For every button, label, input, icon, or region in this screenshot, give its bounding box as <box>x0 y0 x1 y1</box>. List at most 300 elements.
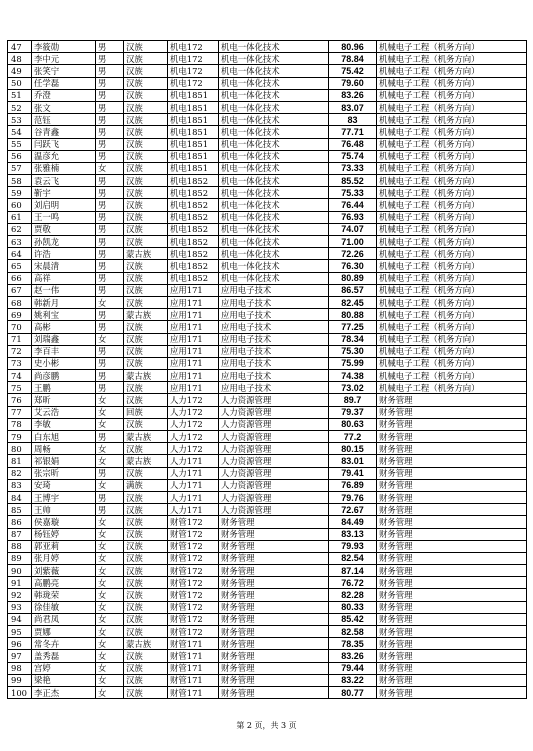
table-row <box>8 260 527 272</box>
score-cell: 79.41 <box>329 467 377 479</box>
row-number-cell: 94 <box>8 613 32 625</box>
score-cell: 82.28 <box>329 589 377 601</box>
score-cell: 80.63 <box>329 418 377 430</box>
major-cell: 应用电子技术 <box>219 333 329 345</box>
gender-cell: 男 <box>96 211 124 223</box>
gender-cell: 女 <box>96 516 124 528</box>
class-cell: 人力171 <box>168 467 219 479</box>
gender-cell: 男 <box>96 491 124 503</box>
row-number-cell: 79 <box>8 431 32 443</box>
table-row <box>8 199 527 211</box>
score-cell: 75.99 <box>329 357 377 369</box>
score-cell: 75.33 <box>329 187 377 199</box>
gender-cell: 女 <box>96 540 124 552</box>
gender-cell: 女 <box>96 418 124 430</box>
class-cell: 应用171 <box>168 382 219 394</box>
ethnicity-cell: 汉族 <box>124 175 168 187</box>
ethnicity-cell: 汉族 <box>124 199 168 211</box>
major-cell: 机电一体化技术 <box>219 199 329 211</box>
table-row <box>8 101 527 113</box>
student-name-cell: 高祥 <box>32 272 96 284</box>
gender-cell: 男 <box>96 345 124 357</box>
score-cell: 75.42 <box>329 65 377 77</box>
target-major-cell: 财务管理 <box>377 674 527 686</box>
class-cell: 财管172 <box>168 613 219 625</box>
major-cell: 机电一体化技术 <box>219 150 329 162</box>
target-major-cell: 财务管理 <box>377 577 527 589</box>
table-row <box>8 662 527 674</box>
target-major-cell: 财务管理 <box>377 504 527 516</box>
score-cell: 83.26 <box>329 89 377 101</box>
target-major-cell: 财务管理 <box>377 589 527 601</box>
ethnicity-cell: 汉族 <box>124 613 168 625</box>
student-name-cell: 安琦 <box>32 479 96 491</box>
target-major-cell: 财务管理 <box>377 528 527 540</box>
table-row <box>8 65 527 77</box>
class-cell: 人力172 <box>168 394 219 406</box>
class-cell: 财管172 <box>168 516 219 528</box>
row-number-cell: 52 <box>8 101 32 113</box>
target-major-cell: 财务管理 <box>377 516 527 528</box>
ethnicity-cell: 汉族 <box>124 491 168 503</box>
major-cell: 机电一体化技术 <box>219 114 329 126</box>
gender-cell: 女 <box>96 650 124 662</box>
target-major-cell: 机械电子工程（机务方向） <box>377 284 527 296</box>
student-name-cell: 盖秀磊 <box>32 650 96 662</box>
score-cell: 82.58 <box>329 626 377 638</box>
student-name-cell: 张宗昕 <box>32 467 96 479</box>
row-number-cell: 97 <box>8 650 32 662</box>
table-row <box>8 491 527 503</box>
gender-cell: 女 <box>96 479 124 491</box>
gender-cell: 男 <box>96 321 124 333</box>
major-cell: 机电一体化技术 <box>219 260 329 272</box>
student-name-cell: 杨钰婷 <box>32 528 96 540</box>
ethnicity-cell: 汉族 <box>124 333 168 345</box>
row-number-cell: 74 <box>8 370 32 382</box>
major-cell: 财务管理 <box>219 674 329 686</box>
score-cell: 76.89 <box>329 479 377 491</box>
score-cell: 74.38 <box>329 370 377 382</box>
target-major-cell: 机械电子工程（机务方向） <box>377 223 527 235</box>
student-name-cell: 范钰 <box>32 114 96 126</box>
table-row <box>8 223 527 235</box>
target-major-cell: 机械电子工程（机务方向） <box>377 345 527 357</box>
table-row <box>8 455 527 467</box>
class-cell: 应用171 <box>168 370 219 382</box>
row-number-cell: 59 <box>8 187 32 199</box>
student-name-cell: 任学磊 <box>32 77 96 89</box>
ethnicity-cell: 汉族 <box>124 296 168 308</box>
ethnicity-cell: 蒙古族 <box>124 370 168 382</box>
score-cell: 85.42 <box>329 613 377 625</box>
class-cell: 应用171 <box>168 357 219 369</box>
major-cell: 人力资源管理 <box>219 479 329 491</box>
row-number-cell: 50 <box>8 77 32 89</box>
class-cell: 机电1852 <box>168 272 219 284</box>
target-major-cell: 财务管理 <box>377 491 527 503</box>
major-cell: 人力资源管理 <box>219 394 329 406</box>
target-major-cell: 财务管理 <box>377 650 527 662</box>
major-cell: 机电一体化技术 <box>219 53 329 65</box>
class-cell: 人力171 <box>168 479 219 491</box>
student-name-cell: 郭亚莉 <box>32 540 96 552</box>
target-major-cell: 财务管理 <box>377 638 527 650</box>
row-number-cell: 66 <box>8 272 32 284</box>
table-row <box>8 175 527 187</box>
target-major-cell: 机械电子工程（机务方向） <box>377 89 527 101</box>
ethnicity-cell: 汉族 <box>124 577 168 589</box>
table-row <box>8 162 527 174</box>
score-cell: 83.22 <box>329 674 377 686</box>
gender-cell: 男 <box>96 248 124 260</box>
major-cell: 机电一体化技术 <box>219 126 329 138</box>
row-number-cell: 58 <box>8 175 32 187</box>
student-name-cell: 侯嘉璇 <box>32 516 96 528</box>
target-major-cell: 财务管理 <box>377 552 527 564</box>
row-number-cell: 90 <box>8 565 32 577</box>
table-row <box>8 443 527 455</box>
target-major-cell: 财务管理 <box>377 431 527 443</box>
score-cell: 76.44 <box>329 199 377 211</box>
ethnicity-cell: 汉族 <box>124 260 168 272</box>
ethnicity-cell: 汉族 <box>124 187 168 199</box>
class-cell: 机电172 <box>168 65 219 77</box>
class-cell: 机电172 <box>168 53 219 65</box>
student-name-cell: 许浩 <box>32 248 96 260</box>
target-major-cell: 机械电子工程（机务方向） <box>377 211 527 223</box>
score-cell: 77.71 <box>329 126 377 138</box>
gender-cell: 女 <box>96 443 124 455</box>
row-number-cell: 72 <box>8 345 32 357</box>
row-number-cell: 51 <box>8 89 32 101</box>
row-number-cell: 48 <box>8 53 32 65</box>
score-cell: 83.01 <box>329 455 377 467</box>
ethnicity-cell: 蒙古族 <box>124 309 168 321</box>
target-major-cell: 机械电子工程（机务方向） <box>377 65 527 77</box>
score-cell: 78.34 <box>329 333 377 345</box>
student-name-cell: 姚利宝 <box>32 309 96 321</box>
score-cell: 72.67 <box>329 504 377 516</box>
class-cell: 机电1851 <box>168 162 219 174</box>
target-major-cell: 机械电子工程（机务方向） <box>377 321 527 333</box>
ethnicity-cell: 汉族 <box>124 126 168 138</box>
major-cell: 机电一体化技术 <box>219 65 329 77</box>
row-number-cell: 83 <box>8 479 32 491</box>
class-cell: 机电1851 <box>168 138 219 150</box>
student-name-cell: 温彦允 <box>32 150 96 162</box>
row-number-cell: 86 <box>8 516 32 528</box>
table-row <box>8 650 527 662</box>
student-name-cell: 张雅楠 <box>32 162 96 174</box>
row-number-cell: 80 <box>8 443 32 455</box>
class-cell: 人力171 <box>168 504 219 516</box>
major-cell: 机电一体化技术 <box>219 236 329 248</box>
table-row <box>8 296 527 308</box>
table-row <box>8 406 527 418</box>
page-footer: 第 2 页，共 3 页 <box>236 721 297 730</box>
table-row <box>8 382 527 394</box>
table-row <box>8 565 527 577</box>
target-major-cell: 财务管理 <box>377 613 527 625</box>
student-name-cell: 韩新月 <box>32 296 96 308</box>
gender-cell: 男 <box>96 53 124 65</box>
ethnicity-cell: 汉族 <box>124 357 168 369</box>
class-cell: 机电172 <box>168 77 219 89</box>
ethnicity-cell: 汉族 <box>124 516 168 528</box>
row-number-cell: 64 <box>8 248 32 260</box>
major-cell: 应用电子技术 <box>219 382 329 394</box>
major-cell: 机电一体化技术 <box>219 101 329 113</box>
ethnicity-cell: 蒙古族 <box>124 455 168 467</box>
major-cell: 应用电子技术 <box>219 370 329 382</box>
target-major-cell: 财务管理 <box>377 418 527 430</box>
gender-cell: 男 <box>96 272 124 284</box>
ethnicity-cell: 汉族 <box>124 662 168 674</box>
table-row <box>8 150 527 162</box>
student-name-cell: 贾敬 <box>32 223 96 235</box>
major-cell: 财务管理 <box>219 540 329 552</box>
gender-cell: 女 <box>96 333 124 345</box>
student-name-cell: 史小彬 <box>32 357 96 369</box>
class-cell: 人力172 <box>168 431 219 443</box>
score-cell: 77.2 <box>329 431 377 443</box>
score-cell: 80.89 <box>329 272 377 284</box>
major-cell: 机电一体化技术 <box>219 77 329 89</box>
ethnicity-cell: 汉族 <box>124 162 168 174</box>
target-major-cell: 机械电子工程（机务方向） <box>377 333 527 345</box>
row-number-cell: 99 <box>8 674 32 686</box>
student-name-cell: 艾云浩 <box>32 406 96 418</box>
major-cell: 机电一体化技术 <box>219 272 329 284</box>
gender-cell: 男 <box>96 236 124 248</box>
gender-cell: 男 <box>96 370 124 382</box>
ethnicity-cell: 汉族 <box>124 626 168 638</box>
score-cell: 73.02 <box>329 382 377 394</box>
gender-cell: 女 <box>96 613 124 625</box>
student-name-cell: 孙凯龙 <box>32 236 96 248</box>
table-row <box>8 53 527 65</box>
target-major-cell: 机械电子工程（机务方向） <box>377 357 527 369</box>
ethnicity-cell: 汉族 <box>124 150 168 162</box>
class-cell: 机电1851 <box>168 150 219 162</box>
major-cell: 机电一体化技术 <box>219 41 329 53</box>
ethnicity-cell: 汉族 <box>124 65 168 77</box>
ethnicity-cell: 汉族 <box>124 443 168 455</box>
gender-cell: 女 <box>96 626 124 638</box>
major-cell: 人力资源管理 <box>219 455 329 467</box>
class-cell: 机电1852 <box>168 260 219 272</box>
class-cell: 财管172 <box>168 565 219 577</box>
table-row <box>8 370 527 382</box>
row-number-cell: 95 <box>8 626 32 638</box>
student-name-cell: 王鹏 <box>32 382 96 394</box>
student-name-cell: 刘瑞鑫 <box>32 333 96 345</box>
student-name-cell: 乔澄 <box>32 89 96 101</box>
major-cell: 机电一体化技术 <box>219 223 329 235</box>
ethnicity-cell: 汉族 <box>124 41 168 53</box>
class-cell: 应用171 <box>168 333 219 345</box>
target-major-cell: 机械电子工程（机务方向） <box>377 199 527 211</box>
table-row <box>8 89 527 101</box>
ethnicity-cell: 汉族 <box>124 77 168 89</box>
major-cell: 财务管理 <box>219 686 329 698</box>
student-name-cell: 袁云飞 <box>32 175 96 187</box>
major-cell: 机电一体化技术 <box>219 138 329 150</box>
major-cell: 机电一体化技术 <box>219 211 329 223</box>
gender-cell: 女 <box>96 662 124 674</box>
table-row <box>8 211 527 223</box>
class-cell: 人力172 <box>168 418 219 430</box>
score-cell: 83 <box>329 114 377 126</box>
class-cell: 机电1851 <box>168 114 219 126</box>
target-major-cell: 机械电子工程（机务方向） <box>377 236 527 248</box>
score-cell: 86.57 <box>329 284 377 296</box>
gender-cell: 男 <box>96 138 124 150</box>
student-name-cell: 李筱勋 <box>32 41 96 53</box>
class-cell: 财管171 <box>168 686 219 698</box>
target-major-cell: 机械电子工程（机务方向） <box>377 187 527 199</box>
row-number-cell: 87 <box>8 528 32 540</box>
major-cell: 财务管理 <box>219 601 329 613</box>
table-row <box>8 394 527 406</box>
class-cell: 人力172 <box>168 406 219 418</box>
major-cell: 机电一体化技术 <box>219 89 329 101</box>
student-name-cell: 周畅 <box>32 443 96 455</box>
table-row <box>8 540 527 552</box>
score-cell: 83.13 <box>329 528 377 540</box>
major-cell: 应用电子技术 <box>219 321 329 333</box>
score-cell: 80.33 <box>329 601 377 613</box>
score-cell: 78.35 <box>329 638 377 650</box>
gender-cell: 女 <box>96 552 124 564</box>
class-cell: 财管171 <box>168 674 219 686</box>
table-row <box>8 187 527 199</box>
major-cell: 人力资源管理 <box>219 467 329 479</box>
class-cell: 应用171 <box>168 284 219 296</box>
student-name-cell: 梁艳 <box>32 674 96 686</box>
row-number-cell: 67 <box>8 284 32 296</box>
target-major-cell: 机械电子工程（机务方向） <box>377 126 527 138</box>
score-cell: 74.07 <box>329 223 377 235</box>
table-row <box>8 626 527 638</box>
table-row <box>8 674 527 686</box>
table-row <box>8 528 527 540</box>
row-number-cell: 91 <box>8 577 32 589</box>
score-cell: 87.14 <box>329 565 377 577</box>
class-cell: 人力171 <box>168 455 219 467</box>
ethnicity-cell: 汉族 <box>124 565 168 577</box>
score-cell: 79.37 <box>329 406 377 418</box>
row-number-cell: 75 <box>8 382 32 394</box>
score-cell: 80.88 <box>329 309 377 321</box>
ethnicity-cell: 汉族 <box>124 53 168 65</box>
target-major-cell: 机械电子工程（机务方向） <box>377 382 527 394</box>
score-cell: 83.26 <box>329 650 377 662</box>
ethnicity-cell: 蒙古族 <box>124 638 168 650</box>
gender-cell: 男 <box>96 150 124 162</box>
gender-cell: 女 <box>96 589 124 601</box>
student-name-cell: 常冬卉 <box>32 638 96 650</box>
row-number-cell: 77 <box>8 406 32 418</box>
student-name-cell: 谷青鑫 <box>32 126 96 138</box>
gender-cell: 女 <box>96 686 124 698</box>
student-name-cell: 尚彦鹏 <box>32 370 96 382</box>
score-cell: 80.15 <box>329 443 377 455</box>
score-cell: 80.77 <box>329 686 377 698</box>
class-cell: 人力171 <box>168 491 219 503</box>
row-number-cell: 85 <box>8 504 32 516</box>
student-name-cell: 张文 <box>32 101 96 113</box>
score-cell: 80.96 <box>329 41 377 53</box>
row-number-cell: 93 <box>8 601 32 613</box>
ethnicity-cell: 汉族 <box>124 589 168 601</box>
class-cell: 财管172 <box>168 577 219 589</box>
table-row <box>8 552 527 564</box>
table-row <box>8 467 527 479</box>
major-cell: 人力资源管理 <box>219 504 329 516</box>
target-major-cell: 机械电子工程（机务方向） <box>377 248 527 260</box>
target-major-cell: 机械电子工程（机务方向） <box>377 175 527 187</box>
ethnicity-cell: 汉族 <box>124 223 168 235</box>
target-major-cell: 财务管理 <box>377 406 527 418</box>
row-number-cell: 84 <box>8 491 32 503</box>
table-row <box>8 138 527 150</box>
ethnicity-cell: 汉族 <box>124 467 168 479</box>
major-cell: 财务管理 <box>219 552 329 564</box>
table-row <box>8 248 527 260</box>
gender-cell: 男 <box>96 41 124 53</box>
table-row <box>8 589 527 601</box>
row-number-cell: 55 <box>8 138 32 150</box>
ethnicity-cell: 满族 <box>124 479 168 491</box>
gender-cell: 女 <box>96 162 124 174</box>
class-cell: 财管172 <box>168 540 219 552</box>
ethnicity-cell: 汉族 <box>124 418 168 430</box>
ethnicity-cell: 汉族 <box>124 540 168 552</box>
target-major-cell: 机械电子工程（机务方向） <box>377 138 527 150</box>
gender-cell: 女 <box>96 674 124 686</box>
score-table <box>7 40 527 699</box>
major-cell: 财务管理 <box>219 613 329 625</box>
table-row <box>8 77 527 89</box>
row-number-cell: 57 <box>8 162 32 174</box>
ethnicity-cell: 汉族 <box>124 552 168 564</box>
class-cell: 应用171 <box>168 345 219 357</box>
row-number-cell: 70 <box>8 321 32 333</box>
row-number-cell: 73 <box>8 357 32 369</box>
major-cell: 应用电子技术 <box>219 284 329 296</box>
gender-cell: 女 <box>96 565 124 577</box>
gender-cell: 女 <box>96 394 124 406</box>
class-cell: 财管172 <box>168 589 219 601</box>
table-row <box>8 577 527 589</box>
student-name-cell: 赵一伟 <box>32 284 96 296</box>
table-row <box>8 638 527 650</box>
major-cell: 人力资源管理 <box>219 406 329 418</box>
class-cell: 机电1851 <box>168 126 219 138</box>
student-name-cell: 靳宇 <box>32 187 96 199</box>
row-number-cell: 69 <box>8 309 32 321</box>
student-name-cell: 王帅 <box>32 504 96 516</box>
major-cell: 应用电子技术 <box>219 357 329 369</box>
row-number-cell: 53 <box>8 114 32 126</box>
target-major-cell: 财务管理 <box>377 686 527 698</box>
gender-cell: 男 <box>96 77 124 89</box>
gender-cell: 男 <box>96 284 124 296</box>
score-cell: 89.7 <box>329 394 377 406</box>
target-major-cell: 财务管理 <box>377 479 527 491</box>
